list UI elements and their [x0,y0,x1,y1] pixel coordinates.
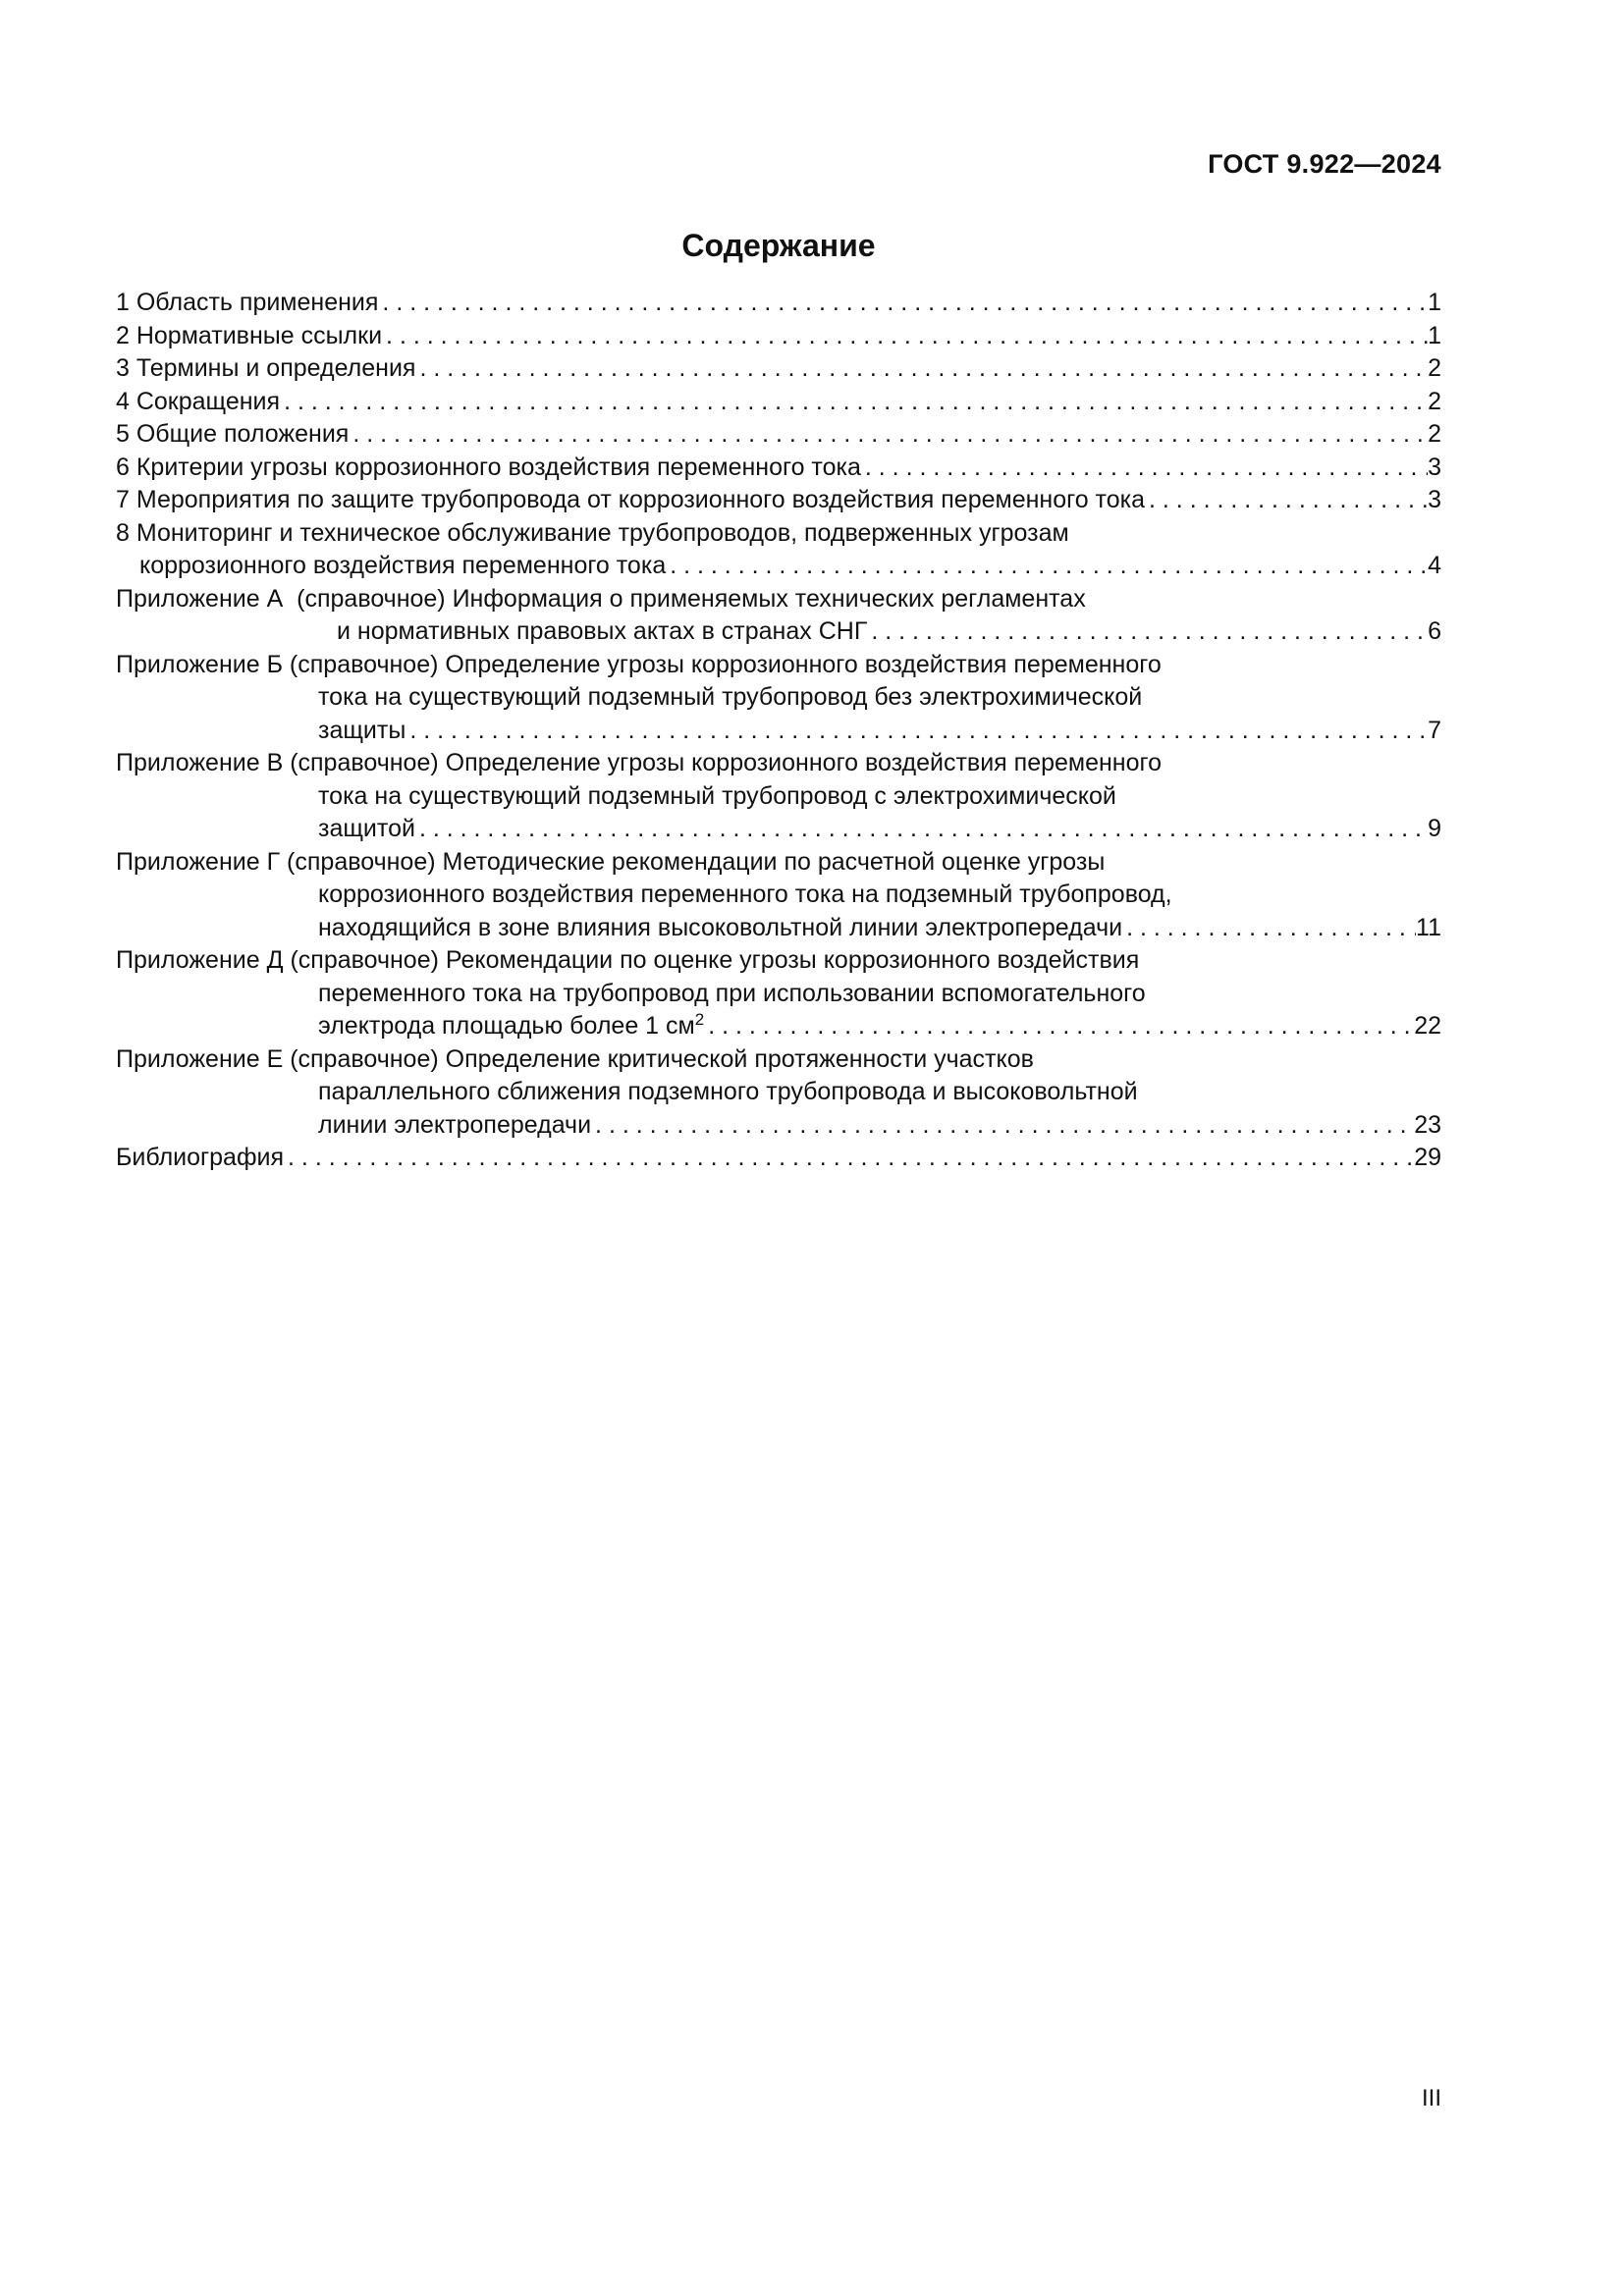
toc-entry[interactable] [116,649,1441,748]
toc-entry-title: 6 Критерии угрозы коррозионного воздействия переменного тока [116,453,861,481]
toc-entry-title-line: Приложение В (справочное) Определение угрозы коррозионного воздействия переменного [116,749,1162,776]
toc-entry[interactable] [116,944,1441,1043]
toc-leader-dots [284,386,1428,419]
toc-leader-dots [1149,484,1428,517]
toc-page-number: 3 [1428,453,1441,481]
toc-entry[interactable] [116,452,1441,485]
toc-entry-title [318,1010,704,1043]
toc-entry-title-line: Приложение Д (справочное) Рекомендации по оценке угрозы коррозионного воздействия [116,946,1140,974]
toc-leader-dots [871,615,1428,649]
toc-entry[interactable] [116,846,1441,945]
toc-page-number: 11 [1416,913,1441,941]
toc-leader-dots [419,813,1428,846]
toc-page-number: 2 [1428,420,1441,448]
toc-page-number: 22 [1414,1012,1441,1040]
toc-entry[interactable] [116,517,1441,583]
toc-entry-title-line: тока на существующий подземный трубопровод с электрохимической [318,781,1116,810]
toc-entry[interactable] [116,386,1441,419]
toc-entry-title: 2 Нормативные ссылки [116,321,383,349]
toc-entry-title: защиты [318,716,406,744]
page-number: III [1421,2085,1441,2111]
toc-entry-title-line: параллельного сближения подземного трубопровода и высоковольтной [318,1078,1138,1105]
toc-page-number: 9 [1428,815,1441,842]
toc-entry[interactable] [116,418,1441,452]
toc-entry[interactable] [116,320,1441,353]
toc-leader-dots [670,550,1428,583]
toc-entry-title: находящийся в зоне влияния высоковольтной линии электропередачи [318,913,1123,941]
toc-entry-title-line: Приложение А (справочное) Информация о применяемых технических регламентах [116,584,1086,613]
toc-entry-title: и нормативных правовых актах в странах СНГ [337,617,868,645]
toc-leader-dots [595,1109,1414,1143]
toc-page-number: 7 [1428,716,1441,744]
toc-leader-dots [288,1142,1414,1175]
toc-page-number: 2 [1428,354,1441,382]
toc-entry[interactable] [116,747,1441,846]
toc-entry-title-line: Приложение Е (справочное) Определение критической протяженности участков [116,1044,1034,1073]
toc-page-number: 1 [1428,321,1441,349]
document-standard-id: ГОСТ 9.922—2024 [1208,149,1441,179]
toc-entry-title: 5 Общие положения [116,420,350,448]
toc-entry-title: 3 Термины и определения [116,354,416,382]
toc-entry-title: 7 Мероприятия по защите трубопровода от коррозионного воздействия переменного тока [116,486,1146,513]
toc-entry[interactable] [116,352,1441,386]
superscript: 2 [694,1010,705,1029]
toc-entry[interactable] [116,1142,1441,1175]
toc-title: Содержание [681,228,876,263]
toc-entry-title-line: тока на существующий подземный трубопровод без электрохимической [318,683,1143,711]
toc-entry[interactable] [116,1043,1441,1143]
toc-entry[interactable] [116,484,1441,517]
toc-page-number: 1 [1428,289,1441,316]
toc-entry-title-text: электрода площадью более 1 см [318,1012,695,1040]
toc-entry-title: 4 Сокращения [116,387,281,415]
toc-leader-dots [409,715,1428,748]
toc-entry-title: линии электропередачи [318,1110,592,1139]
toc-entry-title-line: Приложение Г (справочное) Методические рекомендации по расчетной оценке угрозы [116,847,1106,876]
toc-leader-dots [419,352,1428,386]
toc-leader-dots [382,287,1428,320]
toc-page-number: 2 [1428,387,1441,415]
toc-entry-title: коррозионного воздействия переменного тока [139,552,667,579]
toc-entry-title-line: Приложение Б (справочное) Определение угрозы коррозионного воздействия переменного [116,650,1162,678]
toc-page-number: 3 [1428,486,1441,513]
toc-entry-title-line: 8 Мониторинг и техническое обслуживание трубопроводов, подверженных угрозам [116,518,1069,547]
toc-entry-title: защитой [318,815,415,842]
toc-leader-dots [352,418,1428,452]
toc-entry[interactable] [116,287,1441,320]
toc-leader-dots [386,320,1428,353]
toc-leader-dots [865,452,1428,485]
toc-page-number: 6 [1428,617,1441,645]
toc-entry-title: 1 Область применения [116,289,379,316]
toc-page-number: 4 [1428,552,1441,579]
toc-page-number: 23 [1414,1110,1441,1139]
toc-page-number: 29 [1414,1144,1441,1171]
toc-leader-dots [708,1010,1414,1043]
toc-entry-title-line: коррозионного воздействия переменного тока на подземный трубопровод, [318,881,1172,908]
toc-entry-title-line: переменного тока на трубопровод при использовании вспомогательного [318,979,1146,1007]
toc-entry-title: Библиография [116,1144,285,1171]
table-of-contents [116,287,1441,1175]
toc-entry[interactable] [116,583,1441,649]
toc-leader-dots [1126,912,1416,945]
